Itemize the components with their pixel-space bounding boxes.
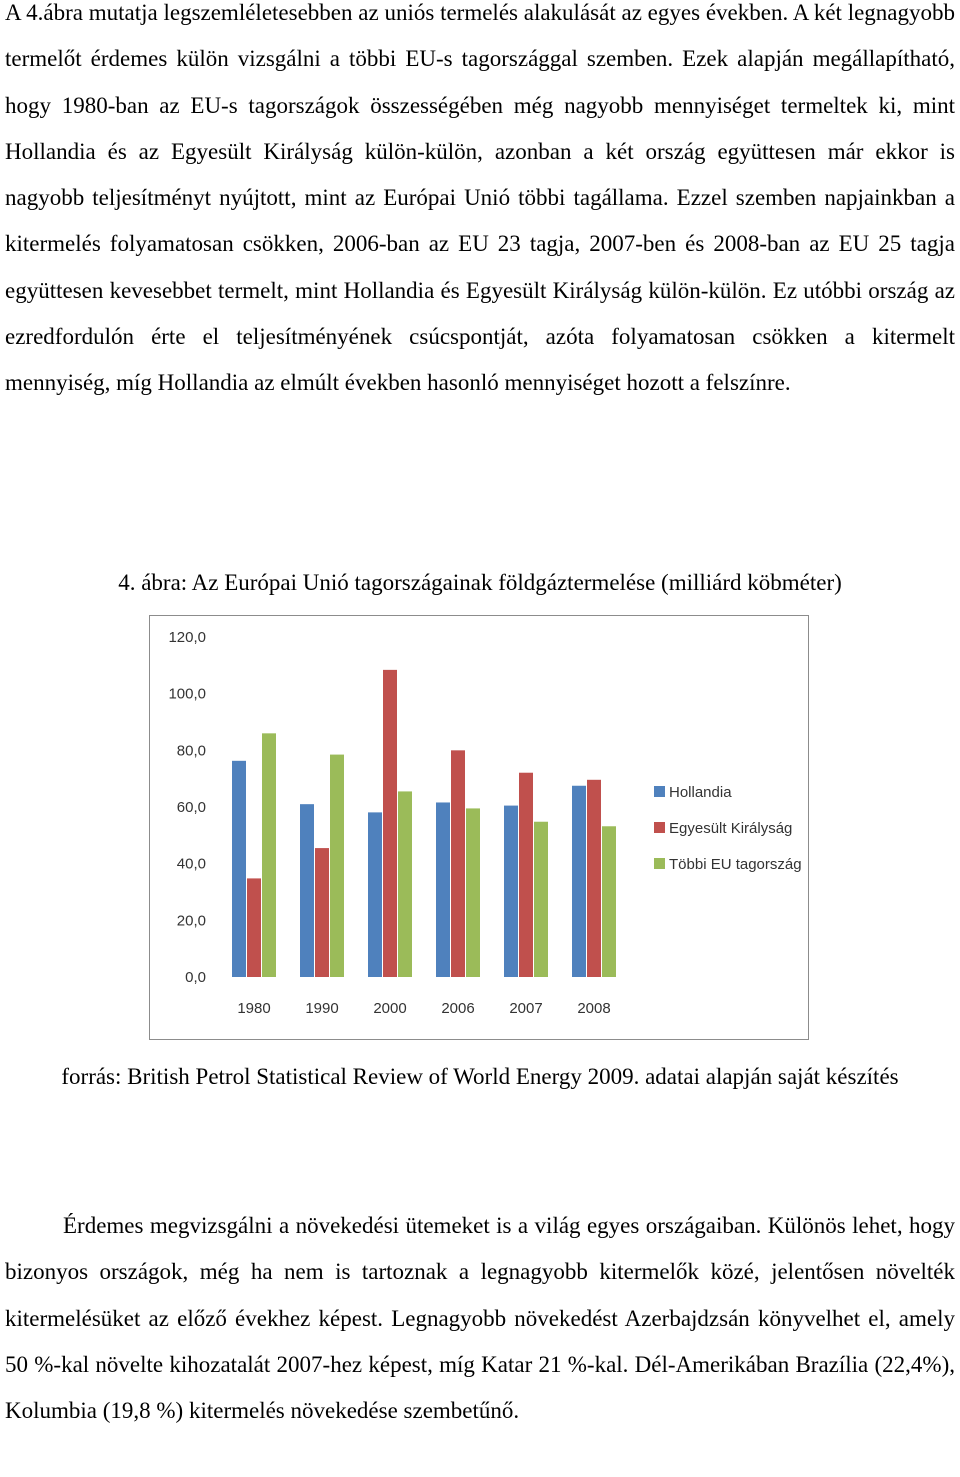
bar: [436, 802, 450, 977]
x-tick-label: 2000: [373, 1000, 407, 1017]
source-note: forrás: British Petrol Statistical Review of World Energy 2009. adatai alapján saját készítés: [61, 1064, 899, 1089]
x-tick-label: 2007: [509, 1000, 543, 1017]
bar: [300, 804, 314, 977]
x-tick-label: 2006: [441, 1000, 475, 1017]
y-tick-label: 60,0: [176, 799, 206, 816]
bar: [232, 761, 246, 977]
bar: [602, 826, 616, 977]
bar: [398, 791, 412, 977]
y-tick-label: 100,0: [168, 685, 206, 703]
legend-swatch: [654, 858, 665, 869]
bar: [587, 780, 601, 977]
bar: [451, 750, 465, 977]
bar: [466, 808, 480, 977]
x-tick-label: 1980: [237, 1000, 271, 1017]
bar: [504, 806, 518, 977]
x-tick-label: 2008: [577, 1000, 611, 1017]
x-tick-label: 1990: [305, 1000, 339, 1017]
bar: [247, 878, 261, 977]
bar: [519, 773, 533, 977]
y-tick-label: 20,0: [176, 912, 206, 930]
figure-caption: 4. ábra: Az Európai Unió tagországainak földgáztermelése (milliárd köbméter): [118, 570, 842, 595]
bar: [315, 848, 329, 977]
legend-label: Egyesült Királyság: [669, 820, 793, 837]
y-tick-label: 40,0: [176, 855, 206, 873]
y-tick-label: 120,0: [168, 629, 206, 646]
bar-chart: [150, 616, 807, 1038]
bar: [572, 786, 586, 977]
bar: [330, 755, 344, 977]
growth-paragraph: Érdemes megvizsgálni a növekedési ütemeket is a világ egyes országaiban. Különös lehet, hogy bizonyos országok, még ha nem is tartoznak a legnagyobb kitermelők közé, jelentősen növelték kitermelésüket az előző évekhez képest. Legnagyobb növekedést Azerbajdzsán könyvelhet el, amely 50 %-kal növelte kihozatalát 2007-hez képest, míg Katar 21 %-kal. Dél-Amerikában Brazília (22,4%), Kolumbia (19,8 %) kitermelés növekedése szembetűnő.: [5, 1213, 955, 1424]
bar: [534, 822, 548, 977]
legend-swatch: [654, 822, 665, 833]
chart-frame: [149, 615, 809, 1040]
bar: [383, 670, 397, 977]
y-tick-label: 0,0: [185, 969, 206, 986]
legend-label: Többi EU tagország: [669, 856, 802, 873]
bar: [262, 733, 276, 977]
y-tick-label: 80,0: [176, 742, 206, 760]
intro-paragraph: A 4.ábra mutatja legszemléletesebben az uniós termelés alakulását az egyes években. A két legnagyobb termelőt érdemes külön vizsgálni a többi EU-s tagországgal szemben. Ezek alapján megállapítható, hogy 1980-ban az EU-s tagországok összességében még nagyobb mennyiséget termeltek ki, mint Hollandia és az Egyesült Királyság külön-külön, azonban a két ország együttesen már ekkor is nagyobb teljesítményt nyújtott, mint az Európai Unió többi tagállama. Ezzel szemben napjainkban a kitermelés folyamatosan csökken, 2006-ban az EU 23 tagja, 2007-ben és 2008-ban az EU 25 tagja együttesen kevesebbet termelt, mint Hollandia és Egyesült Királyság külön-külön. Ez utóbbi ország az ezredfordulón érte el teljesítményének csúcspontját, azóta folyamatosan csökken a kitermelt mennyiség, míg Hollandia az elmúlt években hasonló mennyiséget hozott a felszínre.: [5, 0, 955, 396]
bar: [368, 812, 382, 977]
legend-label: Hollandia: [669, 784, 732, 801]
legend-swatch: [654, 786, 665, 797]
